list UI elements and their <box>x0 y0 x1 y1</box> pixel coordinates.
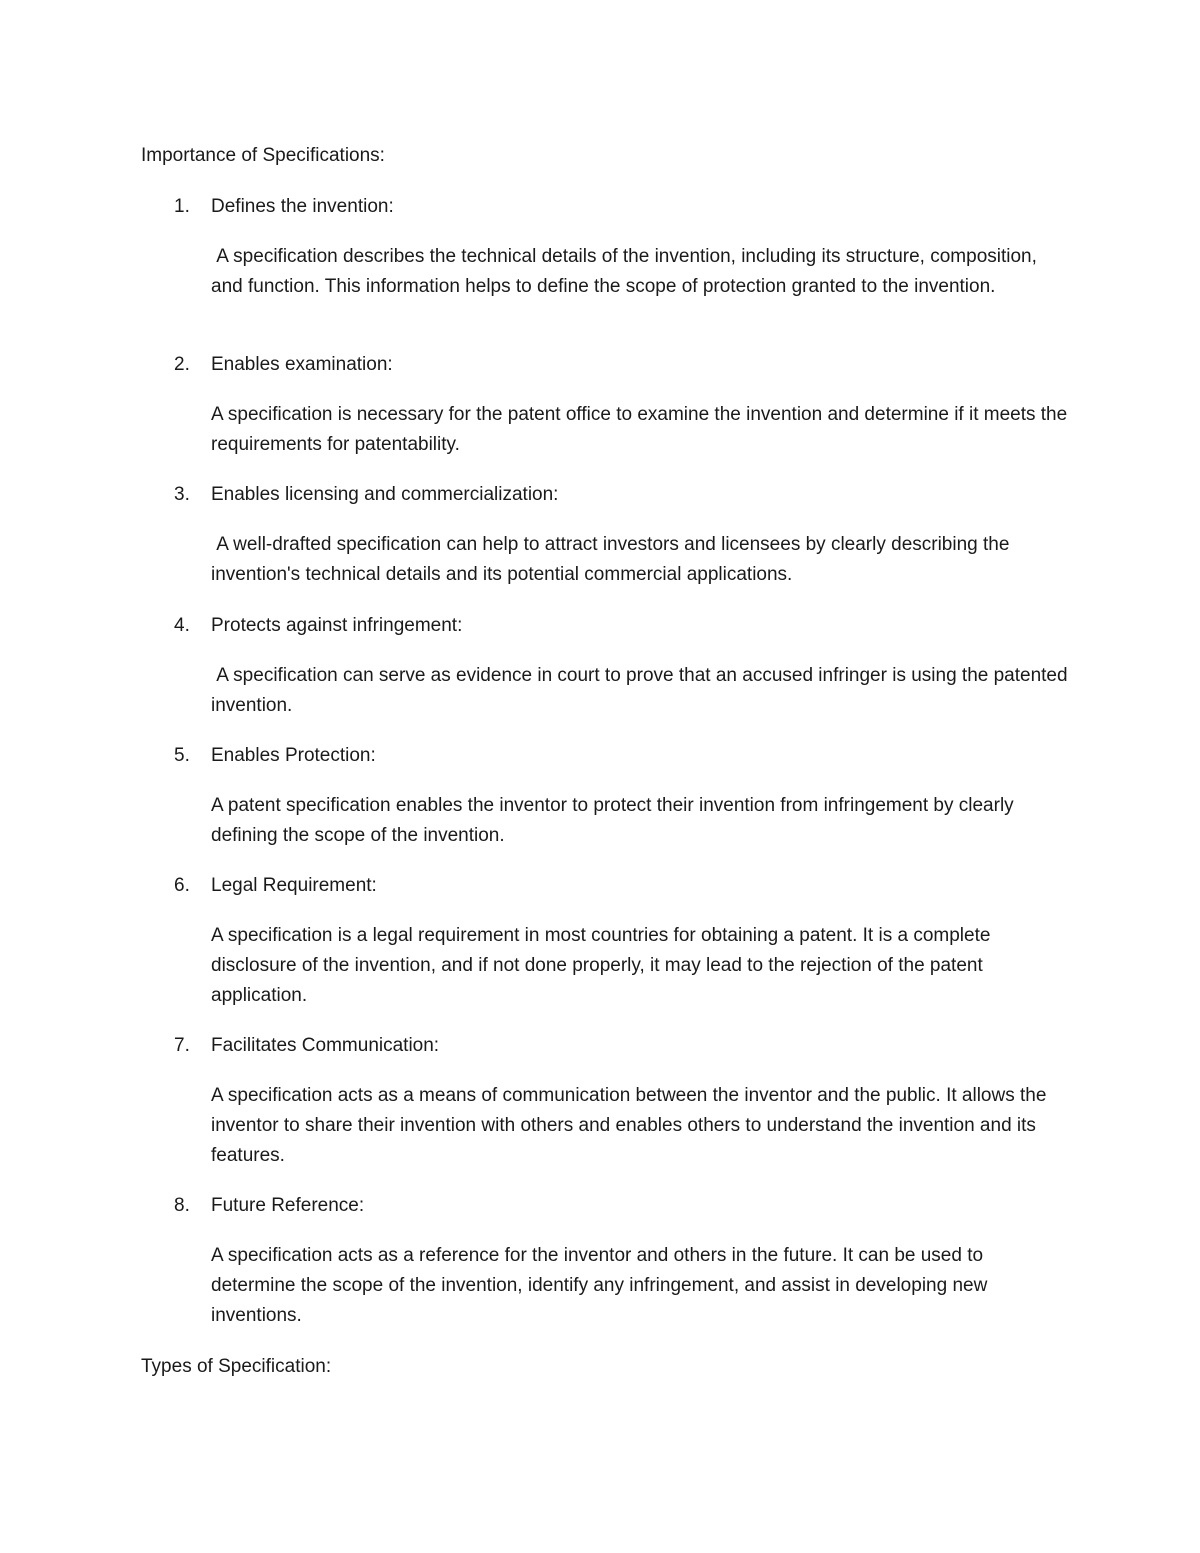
item-title: Enables Protection: <box>211 745 376 766</box>
item-description: A well-drafted specification can help to attract investors and licensees by clearly describing the invention's technical details and its potential commercial applications. <box>211 534 1015 586</box>
item-title: Enables licensing and commercialization: <box>211 484 559 505</box>
item-description: A patent specification enables the inventor to protect their invention from infringement by clearly defining the scope of the invention. <box>211 795 1014 847</box>
section-heading: Importance of Specifications: <box>141 145 385 166</box>
item-number: 2. <box>174 354 190 375</box>
item-description: A specification describes the technical details of the invention, including its structure, composition, and function. This information helps to define the scope of protection granted to the invention. <box>211 246 1043 298</box>
item-description: A specification acts as a reference for the inventor and others in the future. It can be used to determine the scope of the invention, identify any infringement, and assist in developing new inventions. <box>211 1245 988 1327</box>
item-number: 4. <box>174 615 190 636</box>
item-title: Future Reference: <box>211 1195 365 1216</box>
list-item <box>141 480 1071 590</box>
item-description: A specification is necessary for the patent office to examine the invention and determine if it meets the requirements for patentability. <box>211 404 1068 456</box>
section-heading-types: Types of Specification: <box>141 1356 332 1377</box>
item-description: A specification is a legal requirement in most countries for obtaining a patent. It is a complete disclosure of the invention, and if not done properly, it may lead to the rejection of the patent application. <box>211 925 991 1007</box>
list-item <box>141 871 1071 1012</box>
item-number: 1. <box>174 196 190 217</box>
item-title: Facilitates Communication: <box>211 1035 440 1056</box>
item-title: Defines the invention: <box>211 196 394 217</box>
item-number: 3. <box>174 484 190 505</box>
list-item <box>141 192 1071 302</box>
item-description: A specification can serve as evidence in court to prove that an accused infringer is using the patented invention. <box>211 665 1073 717</box>
list-item <box>141 1191 1071 1332</box>
item-number: 7. <box>174 1035 190 1056</box>
list-item <box>141 611 1071 721</box>
item-title: Legal Requirement: <box>211 875 377 896</box>
list-item <box>141 741 1071 851</box>
item-number: 5. <box>174 745 190 766</box>
list-item <box>141 350 1071 460</box>
list-item <box>141 1031 1071 1172</box>
item-number: 6. <box>174 875 190 896</box>
item-title: Enables examination: <box>211 354 393 375</box>
item-description: A specification acts as a means of communication between the inventor and the public. It allows the inventor to share their invention with others and enables others to understand the invention and its features. <box>211 1085 1047 1167</box>
item-number: 8. <box>174 1195 190 1216</box>
item-title: Protects against infringement: <box>211 615 463 636</box>
